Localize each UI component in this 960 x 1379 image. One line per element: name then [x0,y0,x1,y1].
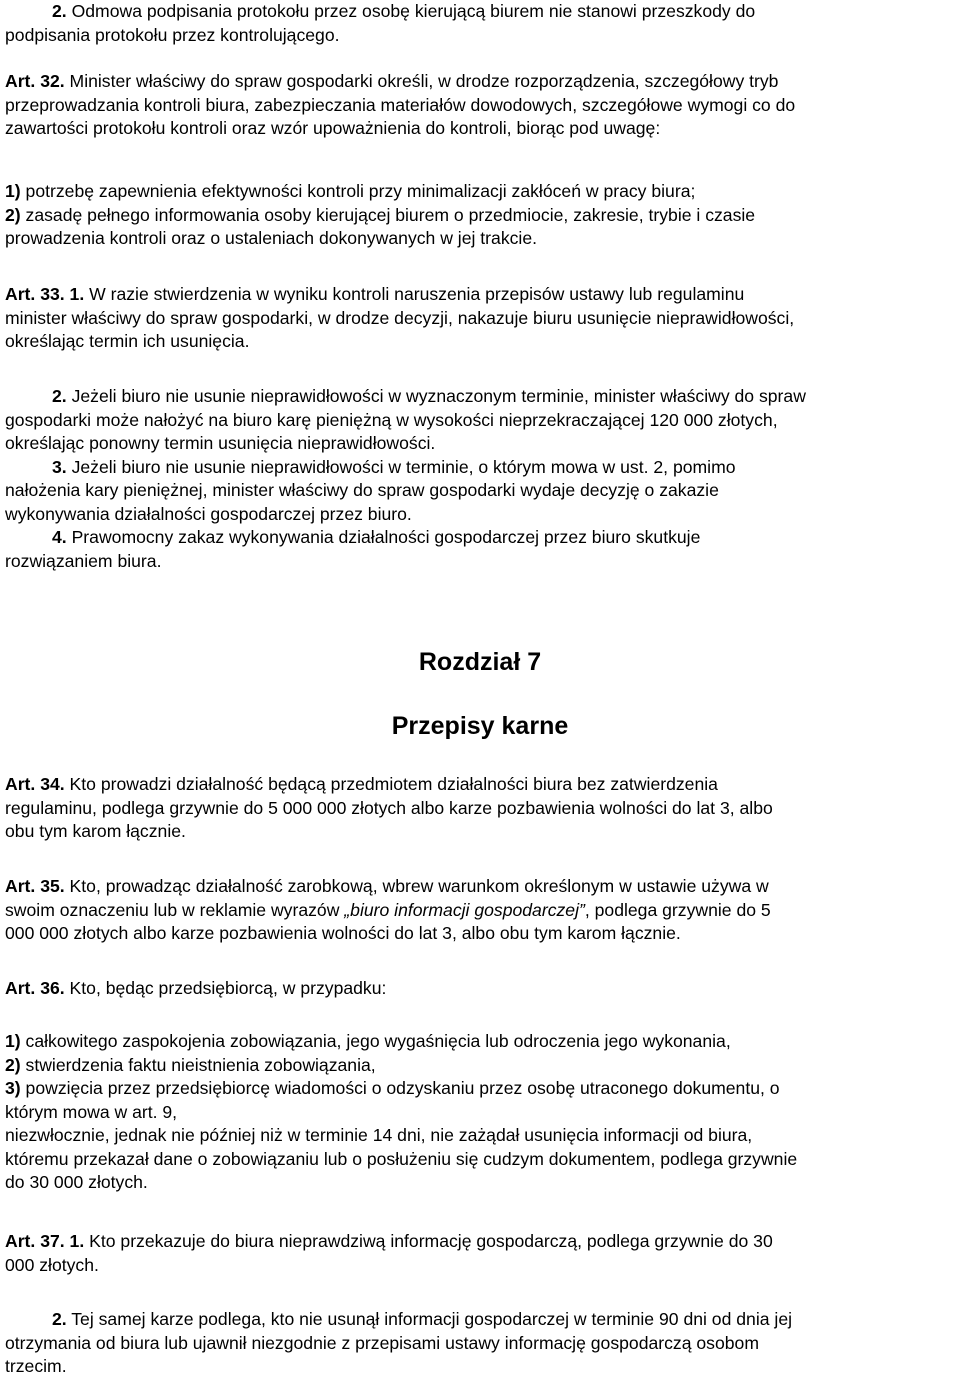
text-line: którym mowa w art. 9, [5,1101,178,1122]
item-number: 2) [5,1054,21,1075]
text-line: określając ponowny termin usunięcia nieprawidłowości. [5,433,436,453]
chapter-subtitle: Przepisy karne [391,712,569,740]
section-number: 3. [52,456,67,477]
article-35 [5,875,955,946]
article-37-section-2 [5,1308,955,1379]
text-line: 000 000 złotych albo karze pozbawienia wolności do lat 3, albo obu tym karom łącznie. [5,923,681,943]
article-label: Art. 37. 1. [5,1231,85,1251]
text-line: wykonywania działalności gospodarczej przez biuro. [5,503,412,524]
item-number: 1) [5,181,21,201]
article-34 [5,773,955,844]
quoted-term: „biuro informacji gospodarczej” [344,899,585,920]
text-line: 000 złotych. [5,1254,99,1275]
article-37 [5,1230,955,1277]
text-line: Kto prowadzi działalność będącą przedmiotem działalności biura bez zatwierdzenia [64,774,718,794]
text-line: całkowitego zaspokojenia zobowiązania, jego wygaśnięcia lub odroczenia jego wykonania, [20,1031,731,1051]
text-line: zawartości protokołu kontroli oraz wzór upoważnienia do kontroli, biorąc pod uwagę: [5,118,661,138]
text-line: zasadę pełnego informowania osoby kierującej biurem o przedmiocie, zakresie, trybie i czasie [20,204,756,225]
chapter-title: Rozdział 7 [418,648,542,676]
text-line: Jeżeli biuro nie usunie nieprawidłowości w wyznaczonym terminie, minister właściwy do spraw [66,386,806,406]
article-33-section-2 [5,385,955,573]
text-line: do 30 000 złotych. [5,1172,148,1192]
article-33 [5,283,955,354]
text-line: powzięcia przez przedsiębiorcę wiadomości o odzyskaniu przez osobę utraconego dokumentu, o [20,1078,780,1098]
text-line: , podlega grzywnie do 5 [584,899,771,920]
text-line: potrzebę zapewnienia efektywności kontroli przy minimalizacji zakłóceń w pracy biura; [20,181,696,201]
item-number: 1) [5,1031,21,1051]
text-line: rozwiązaniem biura. [5,550,162,571]
item-number: 2) [5,204,21,225]
section-number: 2. [52,386,67,406]
text-line: określając termin ich usunięcia. [5,331,250,351]
text-line: obu tym karom łącznie. [5,821,186,841]
article-32 [5,70,955,141]
text-line: trzecim. [5,1356,67,1376]
text-line: regulaminu, podlega grzywnie do 5 000 000 złotych albo karze pozbawienia wolności do lat 3, albo [5,797,773,818]
text-line: swoim oznaczeniu lub w reklamie wyrazów [5,899,345,920]
text-line: przeprowadzania kontroli biura, zabezpieczania materiałów dowodowych, szczegółowe wymogi co do [5,94,796,115]
item-number: 3) [5,1078,21,1098]
article-36 [5,977,955,1001]
text-line: Tej samej karze podlega, kto nie usunął informacji gospodarczej w terminie 90 dni od dnia jej [66,1309,793,1329]
article-label: Art. 33. 1. [5,284,85,304]
article-label: Art. 36. [5,978,65,998]
text-line: Minister właściwy do spraw gospodarki określi, w drodze rozporządzenia, szczegółowy tryb [64,71,779,91]
text-line: nałożenia kary pieniężnej, minister właściwy do spraw gospodarki wydaje decyzję o zakazie [5,480,719,500]
text-line: niezwłocznie, jednak nie później niż w terminie 14 dni, nie zażądał usunięcia informacji od biura, [5,1125,753,1145]
text-line: Odmowa podpisania protokołu przez osobę kierującą biurem nie stanowi przeszkody do [66,1,756,21]
section-number: 4. [52,527,67,547]
article-36-items [5,1030,955,1195]
text-line: stwierdzenia faktu nieistnienia zobowiązania, [20,1054,376,1075]
text-line: Kto, będąc przedsiębiorcą, w przypadku: [64,978,387,998]
text-line: któremu przekazał dane o zobowiązaniu lub o posłużeniu się cudzym dokumentem, podlega grzywnie [5,1148,798,1169]
text-line: Kto przekazuje do biura nieprawdziwą informację gospodarczą, podlega grzywnie do 30 [84,1231,773,1251]
text-line: W razie stwierdzenia w wyniku kontroli naruszenia przepisów ustawy lub regulaminu [84,284,745,304]
article-32-items [5,180,955,251]
text-line: minister właściwy do spraw gospodarki, w drodze decyzji, nakazuje biuru usunięcie nieprawidłowości, [5,307,795,328]
text-line: Prawomocny zakaz wykonywania działalności gospodarczej przez biuro skutkuje [66,527,701,547]
text-line: Kto, prowadząc działalność zarobkową, wbrew warunkom określonym w ustawie używa w [64,876,769,896]
text-line: otrzymania od biura lub ujawnił niezgodnie z przepisami ustawy informację gospodarczą osobom [5,1332,759,1353]
article-label: Art. 32. [5,71,65,91]
article-label: Art. 35. [5,876,65,896]
section-number: 2. [52,1,67,21]
text-line: gospodarki może nałożyć na biuro karę pieniężną w wysokości nieprzekraczającej 120 000 złotych, [5,409,778,430]
text-line: prowadzenia kontroli oraz o ustaleniach dokonywanych w jej trakcie. [5,228,538,248]
text-line: Jeżeli biuro nie usunie nieprawidłowości w terminie, o którym mowa w ust. 2, pomimo [66,456,736,477]
article-label: Art. 34. [5,774,65,794]
section-number: 2. [52,1309,67,1329]
text-line: podpisania protokołu przez kontrolującego. [5,24,340,45]
paragraph-art31-2 [5,0,960,47]
